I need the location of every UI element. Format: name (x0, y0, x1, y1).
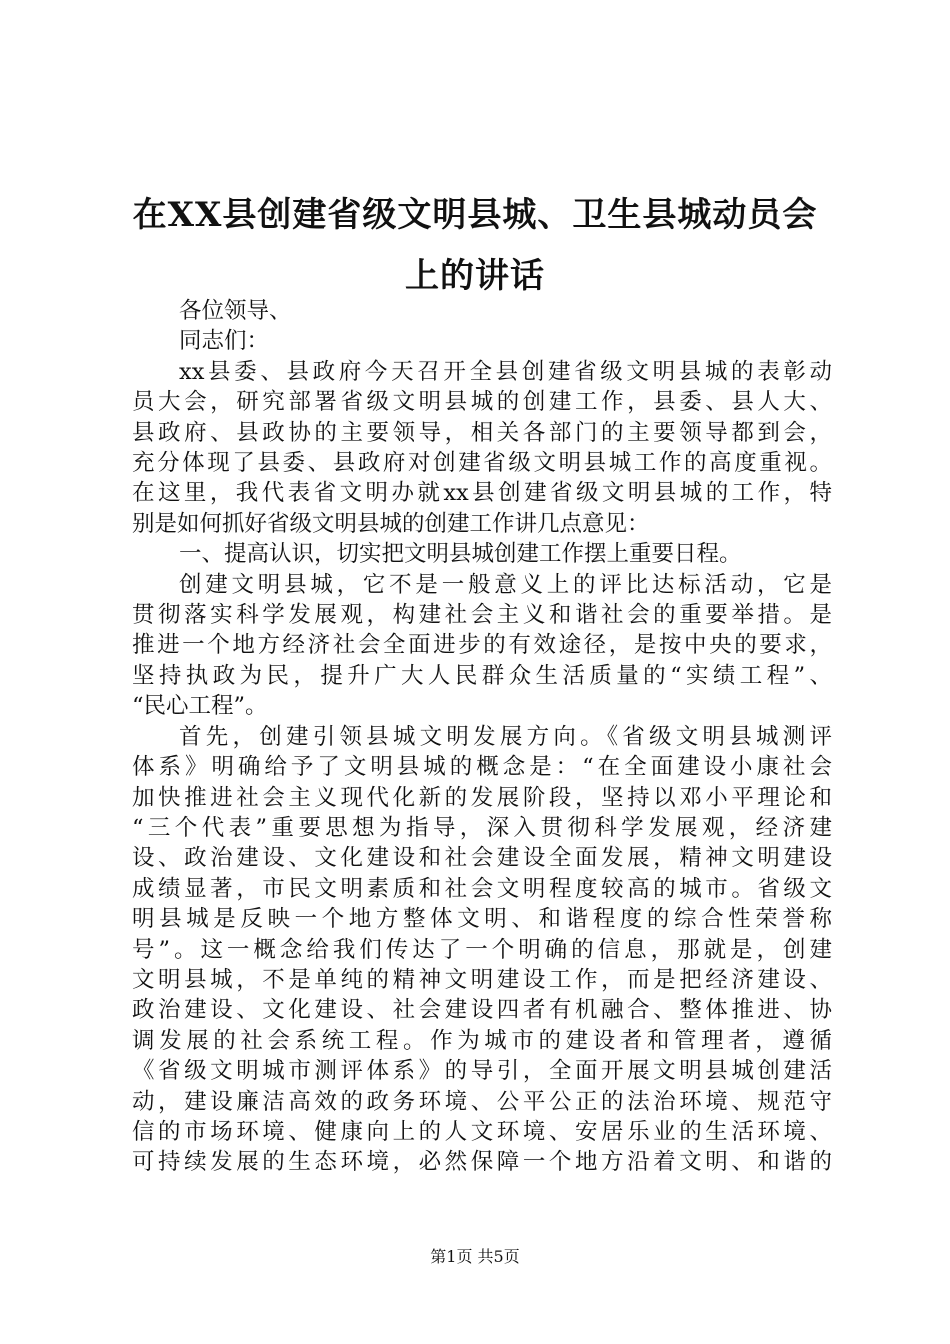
body-line: 加快推进社会主义现代化新的发展阶段，坚持以邓小平理论和 (132, 784, 832, 811)
body-line: 设、政治建设、文化建设和社会建设全面发展，精神文明建设 (132, 845, 832, 872)
document-title-line-1: 在XX县创建省级文明县城、卫生县城动员会 (132, 195, 818, 235)
body-line: 调发展的社会系统工程。作为城市的建设者和管理者，遵循 (132, 1027, 832, 1054)
body-line: 县政府、县政协的主要领导，相关各部门的主要领导都到会， (132, 419, 832, 446)
body-line: 首先，创建引领县城文明发展方向。《省级文明县城测评 (179, 723, 832, 750)
body-line: “民心工程”。 (132, 693, 268, 720)
body-line: 文明县城，不是单纯的精神文明建设工作，而是把经济建设、 (132, 966, 832, 993)
body-line: 信的市场环境、健康向上的人文环境、安居乐业的生活环境、 (132, 1118, 832, 1145)
body-line: 别是如何抓好省级文明县城的创建工作讲几点意见： (132, 510, 650, 537)
salutation-line: 同志们： (179, 328, 270, 355)
body-line: 动，建设廉洁高效的政务环境、公平公正的法治环境、规范守 (132, 1088, 832, 1115)
body-line: 成绩显著，市民文明素质和社会文明程度较高的城市。省级文 (132, 875, 832, 902)
body-line: 充分体现了县委、县政府对创建省级文明县城工作的高度重视。 (132, 450, 832, 477)
body-line: “三个代表”重要思想为指导，深入贯彻科学发展观，经济建 (132, 814, 832, 841)
document-title-line-2: 上的讲话 (405, 256, 545, 296)
document-body (132, 296, 832, 1178)
body-line: 贯彻落实科学发展观，构建社会主义和谐社会的重要举措。是 (132, 602, 832, 629)
body-line: 坚持执政为民，提升广大人民群众生活质量的“实绩工程”、 (132, 662, 832, 689)
body-line: 在这里，我代表省文明办就xx县创建省级文明县城的工作，特 (132, 480, 832, 507)
body-line: 推进一个地方经济社会全面进步的有效途径，是按中央的要求， (132, 632, 832, 659)
page-footer: 第1页 共5页 (430, 1247, 520, 1266)
body-line: 体系》明确给予了文明县城的概念是：“在全面建设小康社会 (132, 754, 832, 781)
body-line: 可持续发展的生态环境，必然保障一个地方沿着文明、和谐的 (132, 1149, 832, 1176)
section-heading: 一、提高认识，切实把文明县城创建工作摆上重要日程。 (179, 541, 742, 568)
body-line: xx县委、县政府今天召开全县创建省级文明县城的表彰动 (179, 358, 832, 385)
body-line: 号”。这一概念给我们传达了一个明确的信息，那就是，创建 (132, 936, 832, 963)
body-line: 创建文明县城，它不是一般意义上的评比达标活动，它是 (179, 571, 832, 598)
body-line: 员大会，研究部署省级文明县城的创建工作，县委、县人大、 (132, 389, 832, 416)
salutation-line: 各位领导、 (179, 298, 292, 324)
body-line: 《省级文明城市测评体系》的导引，全面开展文明县城创建活 (132, 1058, 832, 1085)
body-line: 政治建设、文化建设、社会建设四者有机融合、整体推进、协 (132, 997, 832, 1024)
body-line: 明县城是反映一个地方整体文明、和谐程度的综合性荣誉称 (132, 906, 832, 933)
